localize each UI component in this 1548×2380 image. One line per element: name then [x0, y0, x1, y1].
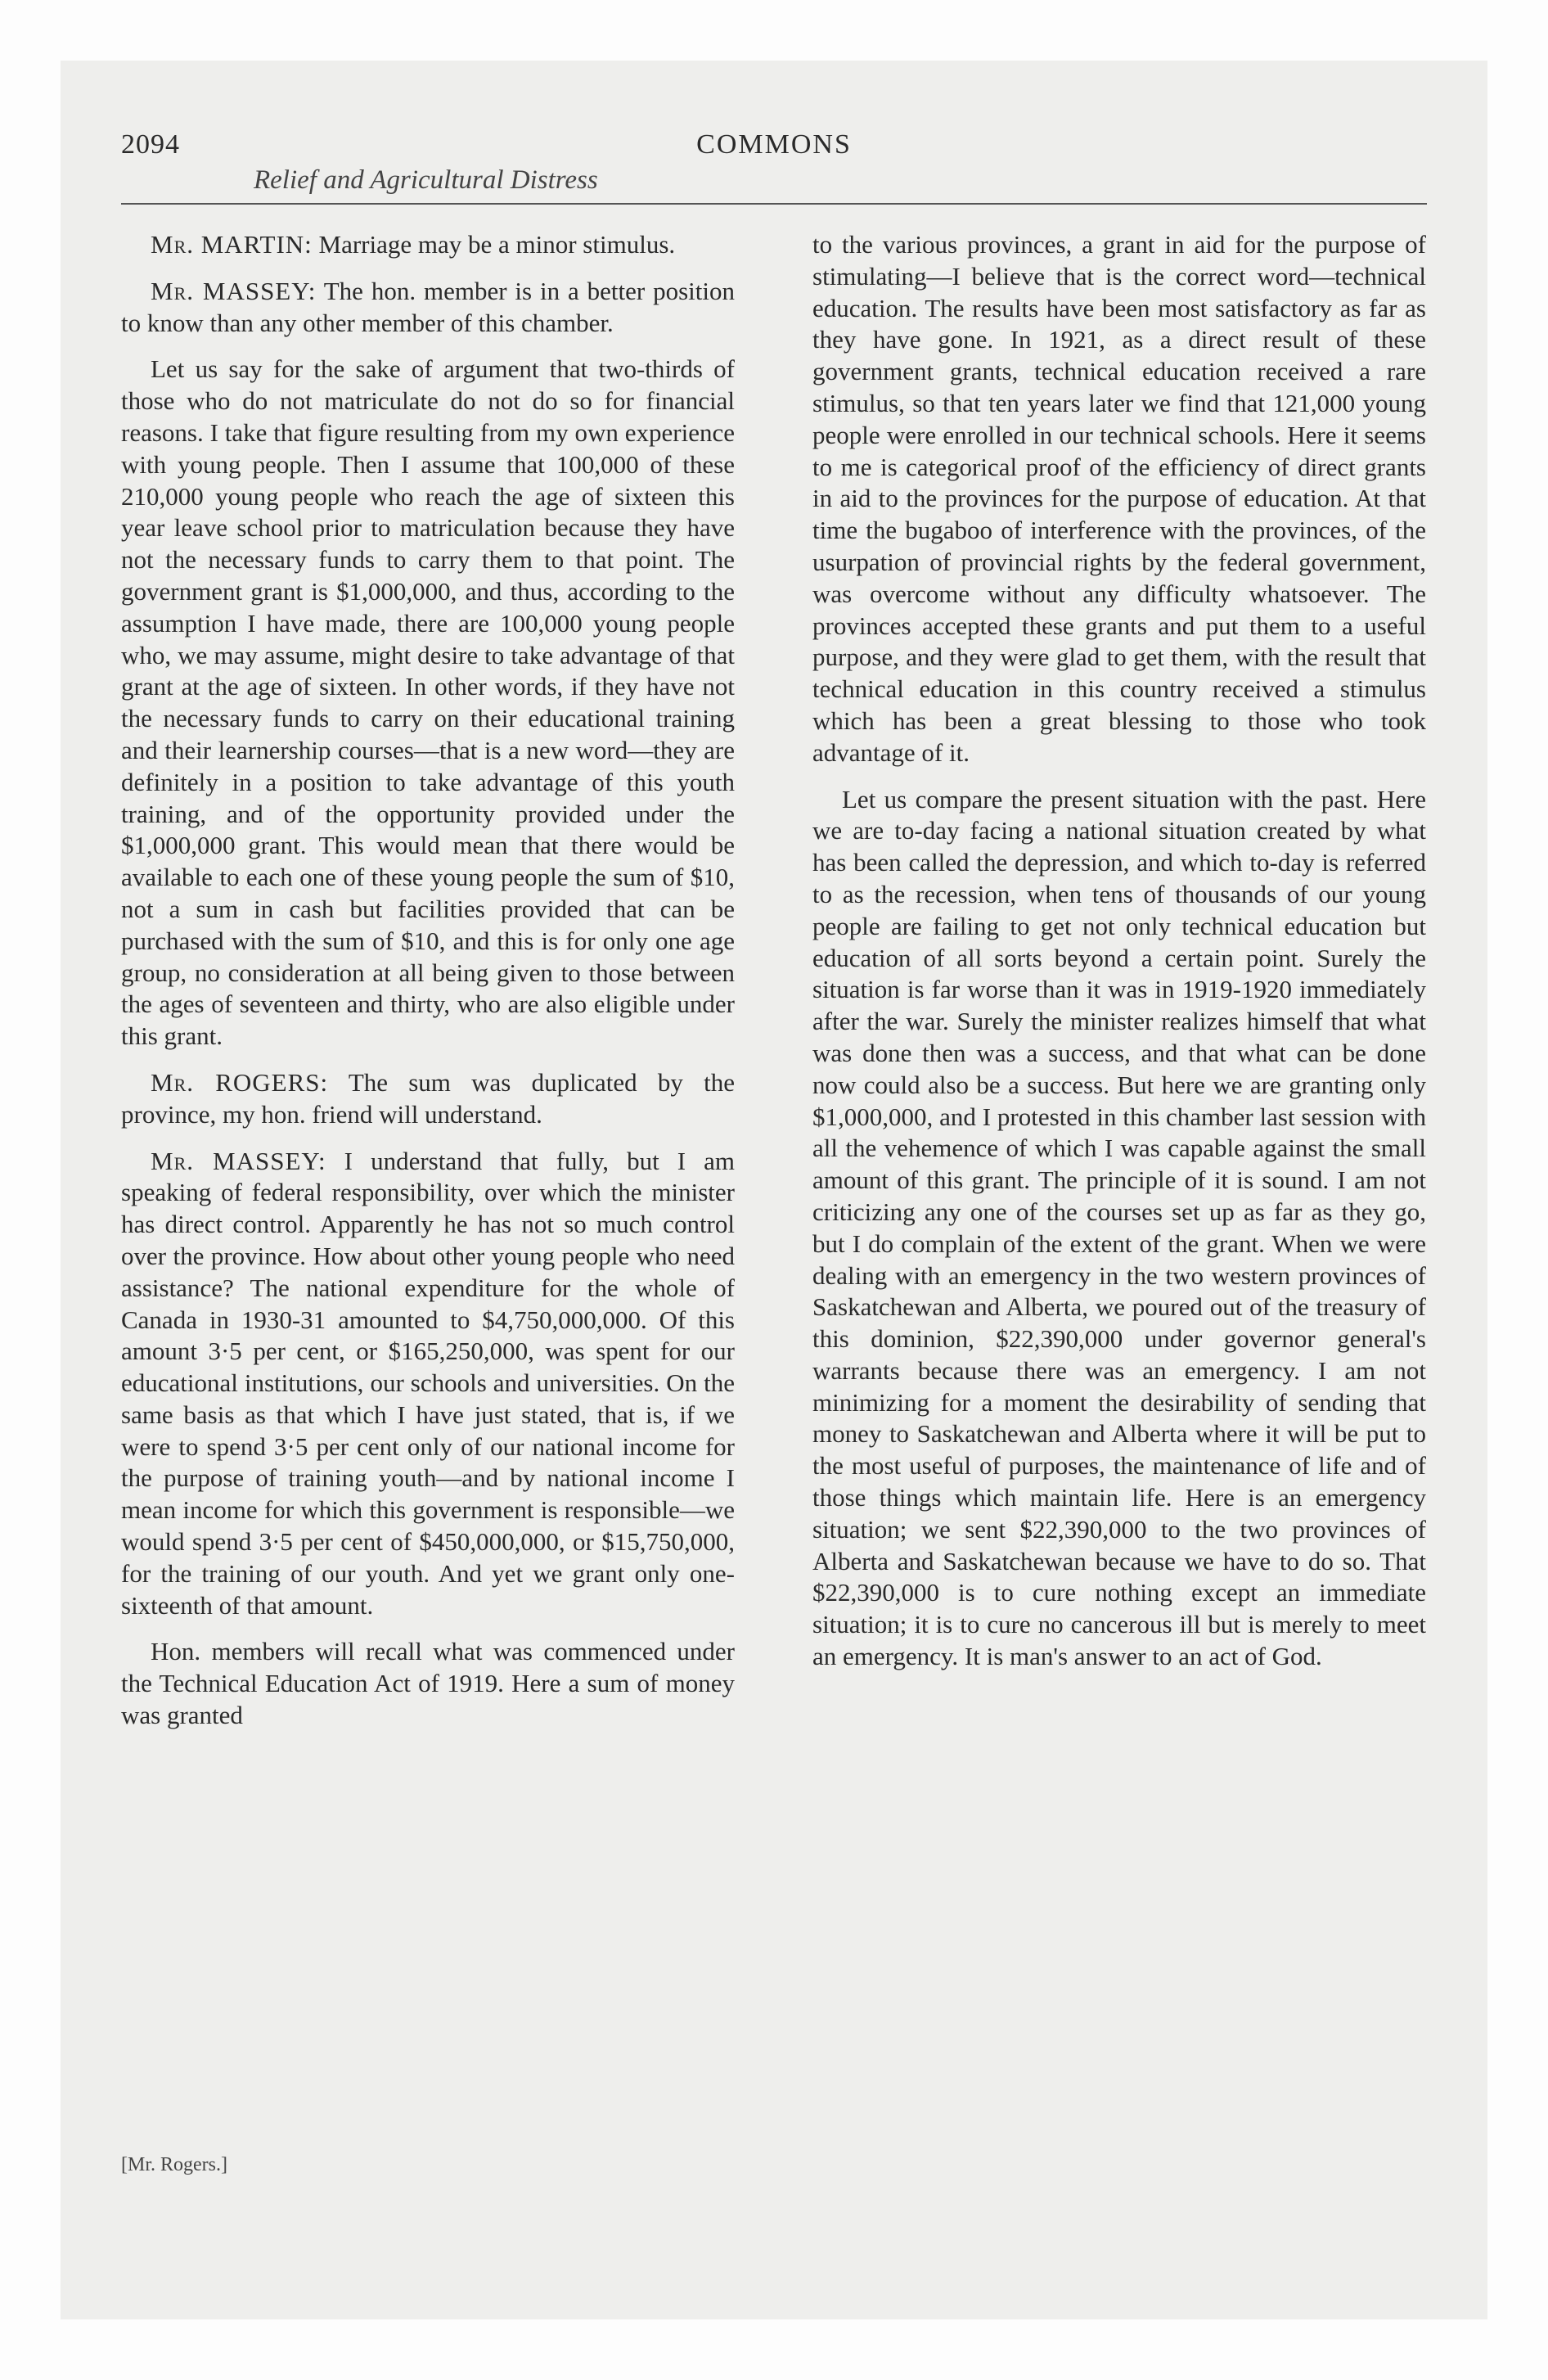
paragraph-text: to the various provinces, a grant in aid for the purpose of stimulating—I believe that is the correct word—technical education. The results have been most satisfactory as far as they have gone. In 1921, as a direct result of these government grants, technical education received a rare stimulus, so that ten years later we find that 121,000 young people were enrolled in our technical schools. Here it seems to me is categorical proof of the efficiency of direct grants in aid to the provinces for the purpose of education. At that time the bugaboo of interference with the provinces, of the usurpation of provincial rights by the federal government, was overcome without any difficulty whatsoever. The provinces accepted these grants and put them to a useful purpose, and they were glad to get them, with the result that technical education in this country received a stimulus which has been a great blessing to those who took advantage of it.: [812, 230, 1426, 767]
page-number: 2094: [121, 129, 180, 160]
paragraph-text: I understand that fully, but I am speaking of federal responsibility, over which the minister has direct control. Apparently he has not so much control over the province. How about other young people who need assistance? The national expenditure for the whole of Canada in 1930-31 amounted to $4,750,000,000. Of this amount 3·5 per cent, or $165,250,000, was spent for our educational institutions, our schools and universities. On the same basis as that which I have just stated, that is, if we were to spend 3·5 per cent only of our national income for the purpose of training youth—and by national income I mean income for which this government is responsible—we would spend 3·5 per cent of $450,000,000, or $15,750,000, for the training of our youth. And yet we grant only one-sixteenth of that amount.: [121, 1146, 736, 1620]
header-rule: [121, 203, 1427, 205]
paragraph: [812, 229, 1426, 769]
speaker-name: Mr. MARTIN:: [151, 230, 313, 259]
paragraph-text: Let us say for the sake of argument that two-thirds of those who do not matriculate do not do so for financial reasons. I take that figure resulting from my own experience with young people. Then I assume that 100,000 of these 210,000 young people who reach the age of sixteen this year leave school prior to matriculation because they have not the necessary funds to carry them to that point. The government grant is $1,000,000, and thus, according to the assumption I have made, there are 100,000 young people who, we may assume, might desire to take advantage of that grant at the age of sixteen. In other words, if they have not the necessary funds to carry on their educational training and their learnership courses—that is a new word—they are definitely in a position to take advantage of this youth training, and of the opportunity provided under the $1,000,000 grant. This would mean that there would be available to each one of these young people the sum of $10, not a sum in cash but facilities provided that can be purchased with the sum of $10, and this is for only one age group, no consideration at all being given to those between the ages of seventeen and thirty, who are also eligible under this grant.: [121, 354, 735, 1051]
paragraph: [121, 1146, 735, 1622]
paragraph-text: Let us compare the present situation with the past. Here we are to-day facing a national situation created by what has been called the depression, and which to-day is referred to as the recession, when tens of thousands of our young people are failing to get not only technical education but education of all sorts beyond a certain point. Surely the situation is far worse than it was in 1919-1920 immediately after the war. Surely the minister realizes himself that what was done then was a success, and that what can be done now could also be a success. But here we are granting only $1,000,000, and I protested in this chamber last session with all the vehemence of which I was capable against the small amount of this grant. The principle of it is sound. I am not criticizing any one of the courses set up as far as they go, but I do complain of the extent of the grant. When we were dealing with an emergency in the two western provinces of Saskatchewan and Alberta, we poured out of the treasury of this dominion, $22,390,000 under governor general's warrants because there was an emergency. I am not minimizing for a moment the desirability of sending that money to Saskatchewan and Alberta where it will be put to the most useful of purposes, the maintenance of life and of those things which maintain life. Here is an emergency situation; we sent $22,390,000 to the two provinces of Alberta and Saskatchewan because we have to do so. That $22,390,000 is to cure nothing except an immediate situation; it is to cure no cancerous ill but is merely to meet an emergency. It is man's answer to an act of God.: [812, 784, 1426, 1671]
paragraph: [121, 354, 735, 1053]
speaker-name: Mr. MASSEY:: [151, 1146, 326, 1175]
paragraph-text: The hon. member is in a better position to know than any other member of this chamber.: [121, 276, 736, 337]
speaker-name: Mr. MASSEY:: [151, 276, 317, 305]
paragraph-text: Marriage may be a minor stimulus.: [318, 230, 676, 259]
right-column: [812, 229, 1426, 1688]
paragraph-text: The sum was duplicated by the province, my hon. friend will understand.: [121, 1067, 735, 1129]
speaker-footnote: [Mr. Rogers.]: [121, 2154, 227, 2175]
section-title: Relief and Agricultural Distress: [254, 165, 598, 195]
speaker-name: Mr. ROGERS:: [151, 1067, 329, 1097]
paragraph: [121, 276, 735, 340]
paragraph-text: Hon. members will recall what was commenced under the Technical Education Act of 1919. Here a sum of money was granted: [121, 1637, 735, 1730]
paragraph: [121, 1636, 735, 1731]
paragraph: [121, 229, 735, 261]
running-title: COMMONS: [696, 129, 852, 160]
page-header: [121, 129, 1427, 211]
paragraph: [121, 1067, 735, 1131]
left-column: [121, 229, 735, 1747]
paragraph: [812, 784, 1426, 1673]
